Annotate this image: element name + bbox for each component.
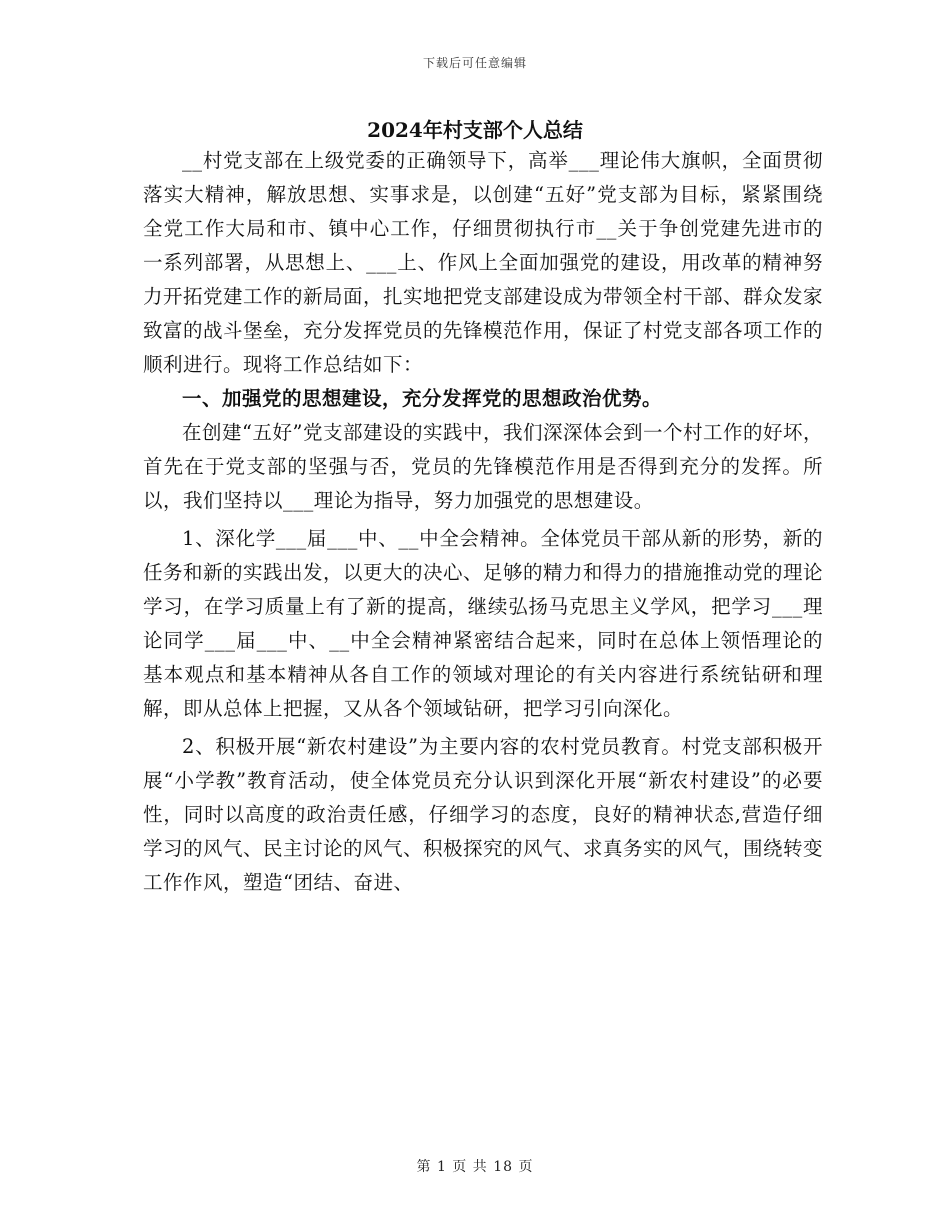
- page-number: 第 1 页 共 18 页: [416, 1159, 534, 1175]
- document-body: [143, 144, 823, 900]
- intro-paragraph: __村党支部在上级党委的正确领导下，高举___理论伟大旗帜，全面贯彻落实大精神，解放思想、实事求是，以创建“五好”党支部为目标，紧紧围绕全党工作大局和市、镇中心工作，仔细贯彻执行市__关于争创党建先进市的一系列部署，从思想上、___上、作风上全面加强党的建设，用改革的精神努力开拓党建工作的新局面，扎实地把党支部建设成为带领全村干部、群众发家致富的战斗堡垒，充分发挥党员的先锋模范作用，保证了村党支部各项工作的顺利进行。现将工作总结如下：: [143, 149, 824, 376]
- numbered-item-1: 1、深化学___届___中、__中全会精神。全体党员干部从新的形势，新的任务和新的实践出发，以更大的决心、足够的精力和得力的措施推动党的理论学习，在学习质量上有了新的提高，继续弘扬马克思主义学风，把学习___理论同学___届___中、__中全会精神紧密结合起来，同时在总体上领悟理论的基本观点和基本精神从各自工作的领域对理论的有关内容进行系统钻研和理解，即从总体上把握，又从各个领域钻研，把学习引向深化。: [143, 527, 824, 720]
- section-heading: 一、加强党的思想建设，充分发挥党的思想政治优势。: [182, 387, 663, 410]
- section-paragraph: 在创建“五好”党支部建设的实践中，我们深深体会到一个村工作的好坏，首先在于党支部的坚强与否，党员的先锋模范作用是否得到充分的发挥。所以，我们坚持以___理论为指导，努力加强党的思想建设。: [143, 421, 823, 512]
- document-title: 2024年村支部个人总结: [367, 118, 583, 142]
- header-note: 下载后可任意编辑: [422, 56, 527, 70]
- numbered-item-2: 2、积极开展“新农村建设”为主要内容的农村党员教育。村党支部积极开展“小学教”教育活动，使全体党员充分认识到深化开展“新农村建设”的必要性，同时以高度的政治责任感，仔细学习的态度，良好的精神状态,营造仔细学习的风气、民主讨论的风气、积极探究的风气、求真务实的风气，围绕转变工作作风，塑造“团结、奋进、: [143, 735, 824, 894]
